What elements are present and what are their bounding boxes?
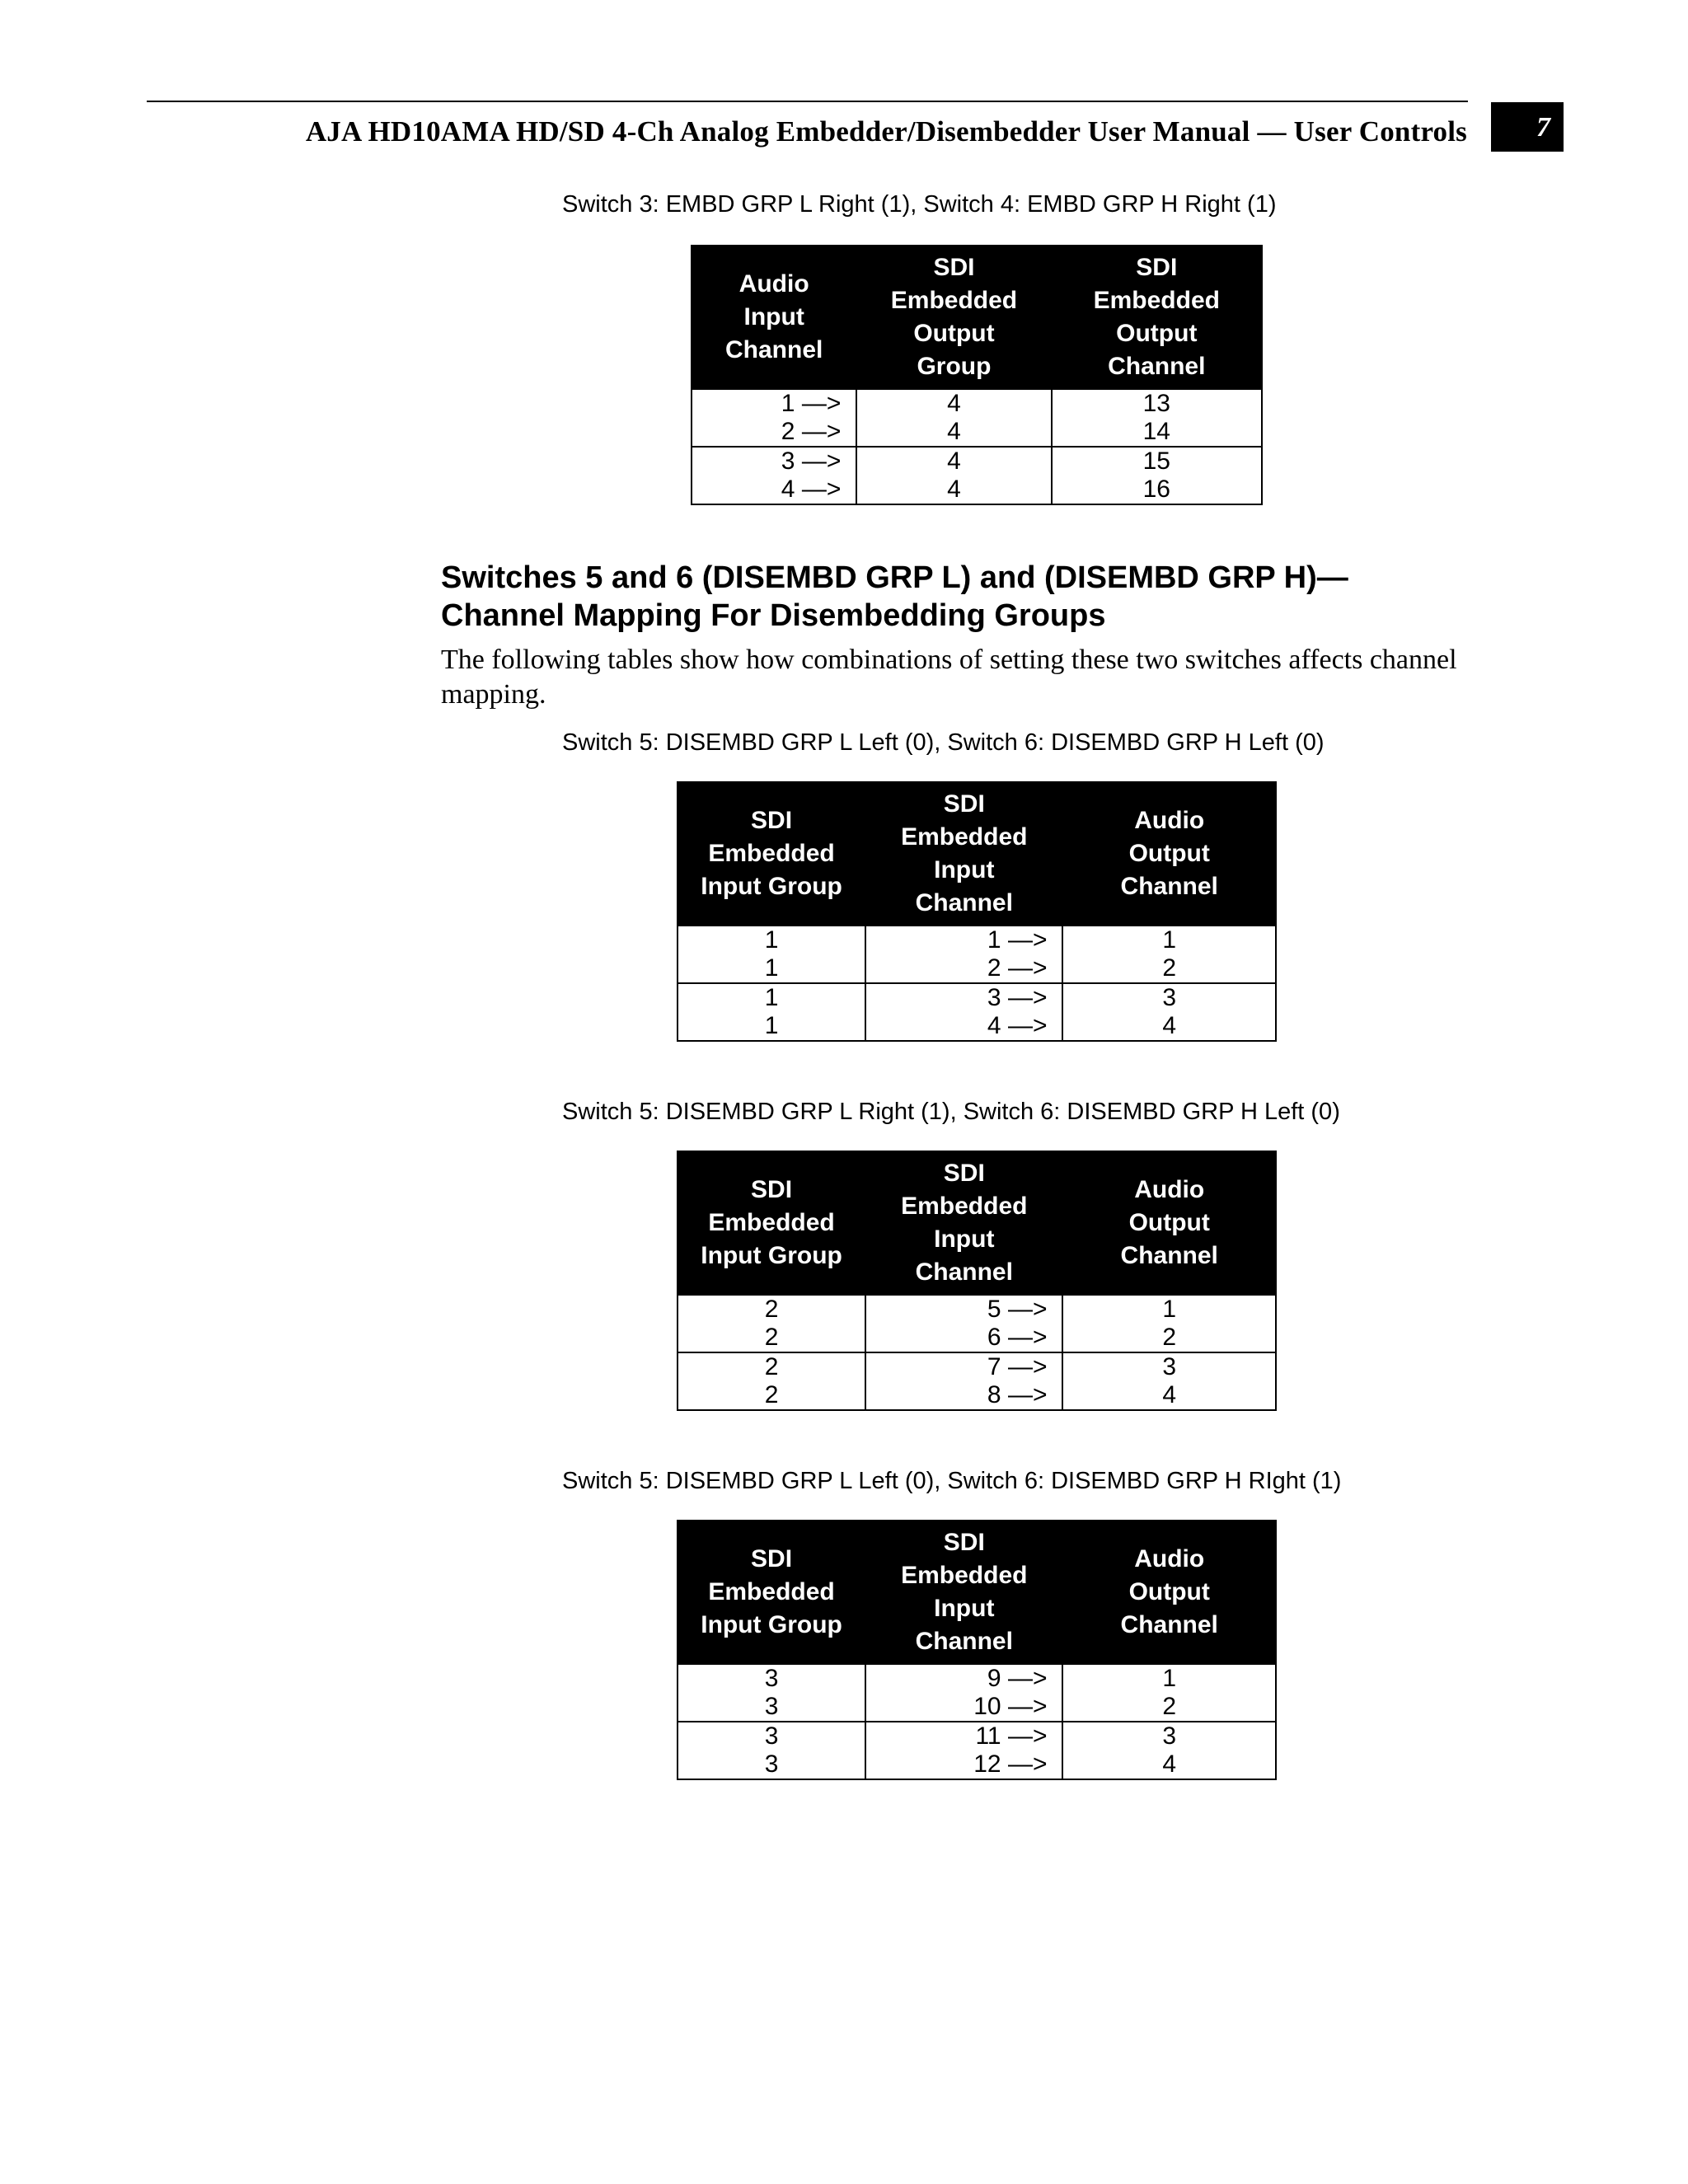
table-cell: 9 —>: [865, 1664, 1062, 1693]
column-header: SDI Embedded Output Channel: [1052, 246, 1262, 389]
table-cell: 1: [1062, 926, 1276, 954]
table-row: [678, 1750, 1276, 1779]
column-header: SDI Embedded Input Channel: [865, 1521, 1062, 1664]
table-cell: 4: [1062, 1381, 1276, 1410]
column-header: SDI Embedded Input Group: [678, 1521, 865, 1664]
table-caption: Switch 3: EMBD GRP L Right (1), Switch 4: EMBD GRP H Right (1): [562, 191, 1277, 218]
column-header: SDI Embedded Input Channel: [865, 782, 1062, 926]
table-cell: 2: [1062, 1693, 1276, 1722]
table-cell: 2 —>: [865, 954, 1062, 983]
table-cell: 11 —>: [865, 1722, 1062, 1750]
table-caption: Switch 5: DISEMBD GRP L Left (0), Switch 6: DISEMBD GRP H Left (0): [562, 729, 1325, 756]
table-cell: 2: [1062, 1324, 1276, 1352]
table-cell: 1 —>: [865, 926, 1062, 954]
table-cell: 2: [1062, 954, 1276, 983]
page-number: 7: [1491, 102, 1564, 152]
column-header: Audio Output Channel: [1062, 1521, 1276, 1664]
running-header: AJA HD10AMA HD/SD 4-Ch Analog Embedder/Disembedder User Manual — User Controls: [305, 115, 1467, 148]
table-row: [678, 1693, 1276, 1722]
table-cell: 13: [1052, 389, 1262, 418]
table-row: [678, 954, 1276, 983]
table-cell: 7 —>: [865, 1352, 1062, 1381]
table-cell: 4: [856, 389, 1051, 418]
table-cell: 8 —>: [865, 1381, 1062, 1410]
table-cell: 4: [856, 418, 1051, 447]
table-row: [678, 1295, 1276, 1324]
column-header: SDI Embedded Input Channel: [865, 1151, 1062, 1295]
table-cell: 4: [1062, 1750, 1276, 1779]
table-row: [678, 926, 1276, 954]
table-cell: 3: [678, 1664, 865, 1693]
disembed-mapping-table: [677, 781, 1277, 1042]
table-cell: 3: [1062, 983, 1276, 1012]
table-caption: Switch 5: DISEMBD GRP L Left (0), Switch 6: DISEMBD GRP H RIght (1): [562, 1468, 1342, 1494]
table-cell: 3: [1062, 1352, 1276, 1381]
column-header: Audio Output Channel: [1062, 782, 1276, 926]
table-row: [678, 983, 1276, 1012]
table-cell: 4 —>: [865, 1012, 1062, 1041]
table-cell: 3: [678, 1693, 865, 1722]
table-cell: 14: [1052, 418, 1262, 447]
section-heading: [441, 559, 1348, 635]
table-row: [692, 418, 1262, 447]
table-cell: 1: [1062, 1295, 1276, 1324]
table-cell: 2: [678, 1324, 865, 1352]
disembed-mapping-table: [677, 1151, 1277, 1411]
section-body: The following tables show how combinations of setting these two switches affects channel mapping.: [441, 644, 1457, 710]
table-row: [678, 1381, 1276, 1410]
column-header: SDI Embedded Input Group: [678, 782, 865, 926]
table-cell: 4: [856, 447, 1051, 476]
table-caption: Switch 5: DISEMBD GRP L Right (1), Switch 6: DISEMBD GRP H Left (0): [562, 1099, 1340, 1125]
disembed-mapping-table: [677, 1520, 1277, 1780]
table-cell: 6 —>: [865, 1324, 1062, 1352]
section-heading-line: Channel Mapping For Disembedding Groups: [441, 598, 1106, 633]
header-rule: [147, 101, 1468, 102]
table-cell: 4: [1062, 1012, 1276, 1041]
table-row: [678, 1324, 1276, 1352]
table-cell: 2: [678, 1295, 865, 1324]
table-cell: 1: [678, 926, 865, 954]
table-cell: 1: [678, 1012, 865, 1041]
table-cell: 16: [1052, 476, 1262, 504]
table-cell: 12 —>: [865, 1750, 1062, 1779]
table-row: [678, 1664, 1276, 1693]
table-cell: 10 —>: [865, 1693, 1062, 1722]
table-cell: 1: [1062, 1664, 1276, 1693]
table-cell: 3 —>: [865, 983, 1062, 1012]
column-header: SDI Embedded Output Group: [856, 246, 1051, 389]
table-cell: 2 —>: [692, 418, 856, 447]
table-cell: 4 —>: [692, 476, 856, 504]
embed-mapping-table: [691, 245, 1263, 505]
table-row: [678, 1722, 1276, 1750]
table-cell: 1 —>: [692, 389, 856, 418]
table-cell: 2: [678, 1352, 865, 1381]
table-cell: 5 —>: [865, 1295, 1062, 1324]
table-cell: 2: [678, 1381, 865, 1410]
table-row: [678, 1012, 1276, 1041]
table-cell: 1: [678, 983, 865, 1012]
table-row: [692, 447, 1262, 476]
table-cell: 3 —>: [692, 447, 856, 476]
table-cell: 3: [678, 1750, 865, 1779]
column-header: Audio Input Channel: [692, 246, 856, 389]
table-cell: 3: [678, 1722, 865, 1750]
table-cell: 3: [1062, 1722, 1276, 1750]
table-row: [692, 389, 1262, 418]
table-row: [692, 476, 1262, 504]
column-header: SDI Embedded Input Group: [678, 1151, 865, 1295]
table-cell: 4: [856, 476, 1051, 504]
table-cell: 15: [1052, 447, 1262, 476]
table-cell: 1: [678, 954, 865, 983]
table-row: [678, 1352, 1276, 1381]
section-heading-line: Switches 5 and 6 (DISEMBD GRP L) and (DISEMBD GRP H)—: [441, 560, 1348, 595]
column-header: Audio Output Channel: [1062, 1151, 1276, 1295]
